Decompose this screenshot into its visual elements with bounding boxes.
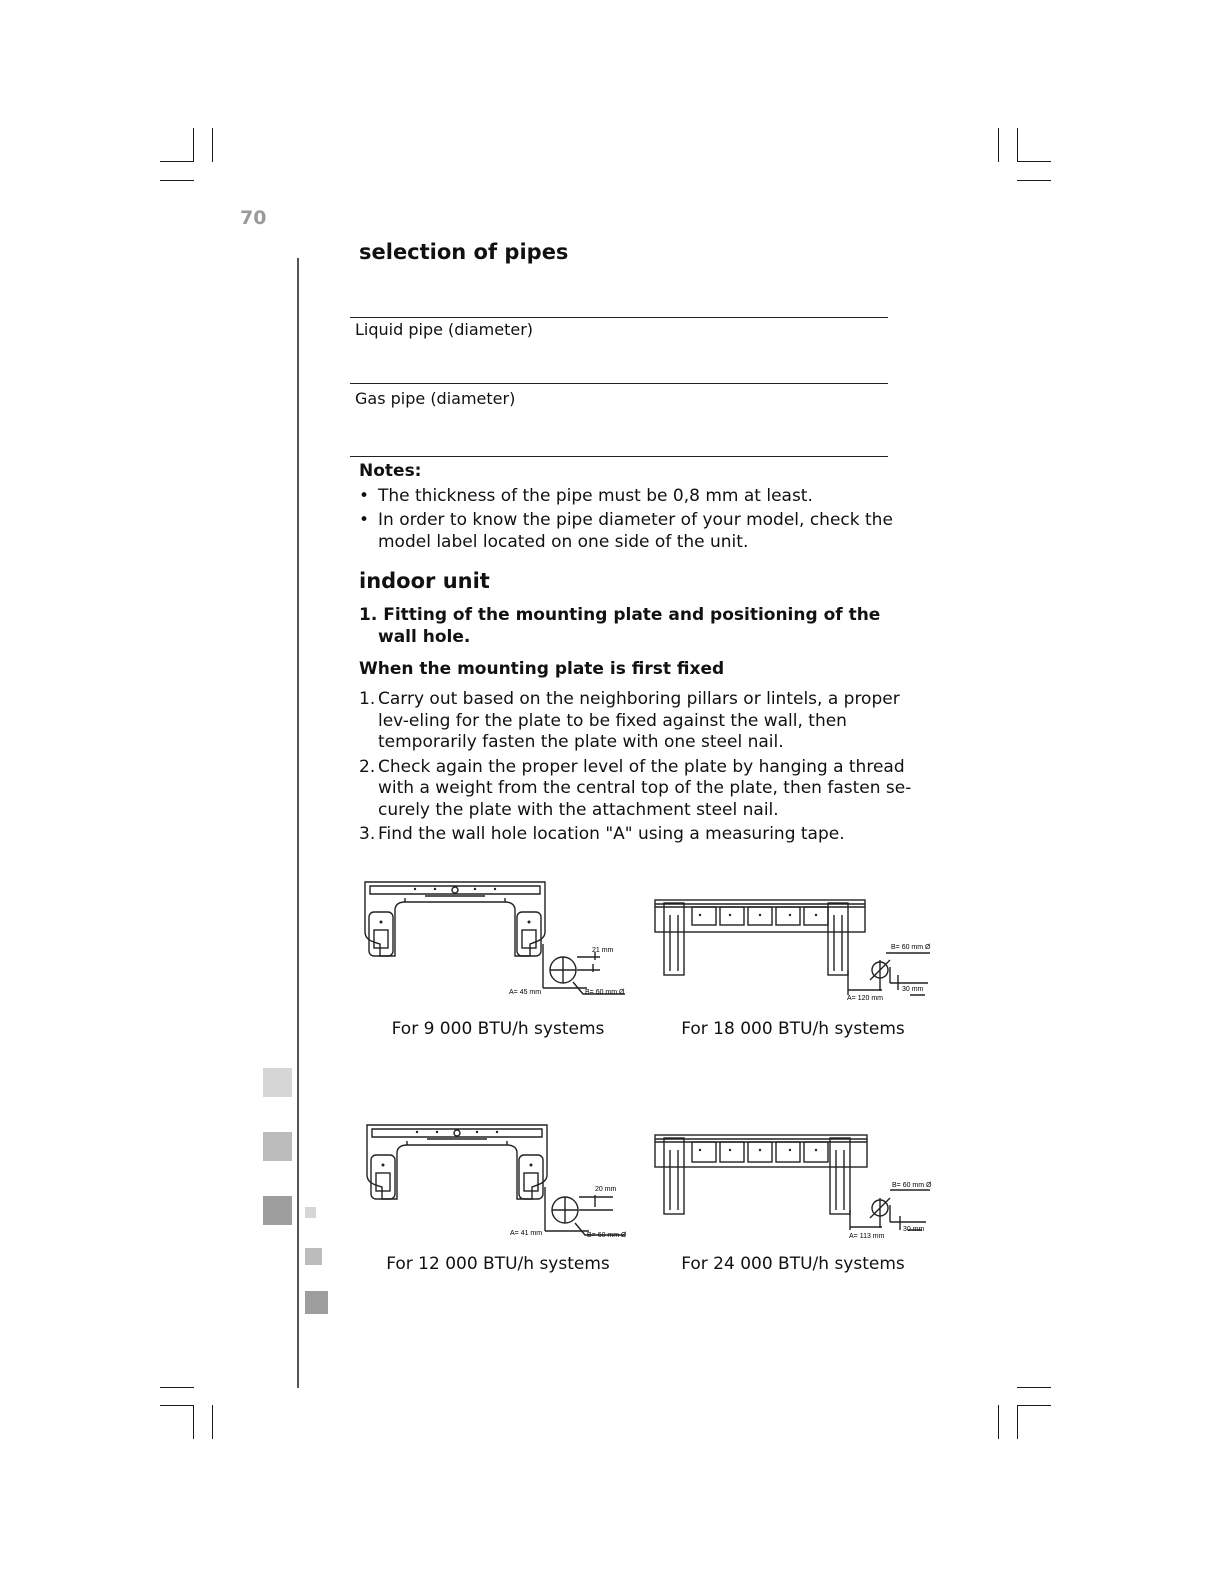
dimension-label: 30 mm <box>902 986 924 993</box>
pipe-table-rule <box>350 317 888 318</box>
dimension-label: B= 60 mm Ø <box>585 989 625 996</box>
section-tab-marker <box>305 1207 316 1218</box>
dimension-label: B= 60 mm Ø <box>892 1182 932 1189</box>
dimension-label: A= 41 mm <box>510 1230 543 1237</box>
pipe-table-rule <box>350 456 888 457</box>
figure-caption: For 12 000 BTU/h systems <box>386 1254 610 1274</box>
note-item: • In order to know the pipe diameter of your model, check the model label located on one side of the unit. <box>359 510 893 552</box>
dimension-label: B= 60 mm Ø <box>891 944 931 951</box>
margin-rule <box>297 258 299 1388</box>
figure-caption: For 9 000 BTU/h systems <box>391 1019 605 1039</box>
figure-caption: For 18 000 BTU/h systems <box>681 1019 905 1039</box>
dimension-label: A= 45 mm <box>509 989 542 996</box>
instruction-item: 1. Carry out based on the neighboring pillars or lintels, a proper lev-eling for the plate to be fixed against the wall, then temporarily fasten the plate with one steel nail. <box>359 689 900 752</box>
dimension-label: 30 mm <box>903 1226 925 1233</box>
liquid-pipe-label: Liquid pipe (diameter) <box>355 320 534 339</box>
notes-block <box>359 461 919 556</box>
figure-caption: For 24 000 BTU/h systems <box>681 1254 905 1274</box>
mounting-plate-diagram-12000 <box>355 1115 640 1245</box>
dimension-label: 21 mm <box>592 947 614 954</box>
pipes-title: selection of pipes <box>359 240 569 264</box>
subheading: When the mounting plate is first fixed <box>359 659 725 679</box>
section-tab-marker <box>263 1068 292 1097</box>
pipe-table-rule <box>350 383 888 384</box>
gas-pipe-label: Gas pipe (diameter) <box>355 389 516 408</box>
section-tab-marker <box>305 1291 328 1314</box>
step-title: 1. Fitting of the mounting plate and positioning of the wall hole. <box>359 605 881 647</box>
instruction-item: 2. Check again the proper level of the plate by hanging a thread with a weight from the central top of the plate, then fasten se-curely the plate with the attachment steel nail. <box>359 756 912 820</box>
dimension-label: A= 120 mm <box>847 995 883 1002</box>
mounting-plate-diagram-9000 <box>355 872 640 1002</box>
section-tab-marker <box>263 1132 292 1161</box>
note-item: • The thickness of the pipe must be 0,8 mm at least. <box>359 485 813 506</box>
mounting-plate-diagram-24000 <box>650 1130 940 1245</box>
dimension-label: 20 mm <box>595 1186 617 1193</box>
dimension-label: A= 113 mm <box>849 1233 885 1240</box>
indoor-title: indoor unit <box>359 569 490 593</box>
mounting-plate-diagram-18000 <box>650 895 940 1005</box>
notes-heading: Notes: <box>359 461 422 481</box>
page-number: 70 <box>240 207 267 229</box>
section-tab-marker <box>305 1248 322 1265</box>
instruction-list <box>359 689 924 849</box>
section-tab-marker <box>263 1196 292 1225</box>
dimension-label: B= 60 mm Ø <box>587 1232 627 1239</box>
instruction-item: 3. Find the wall hole location "A" using a measuring tape. <box>359 824 845 844</box>
